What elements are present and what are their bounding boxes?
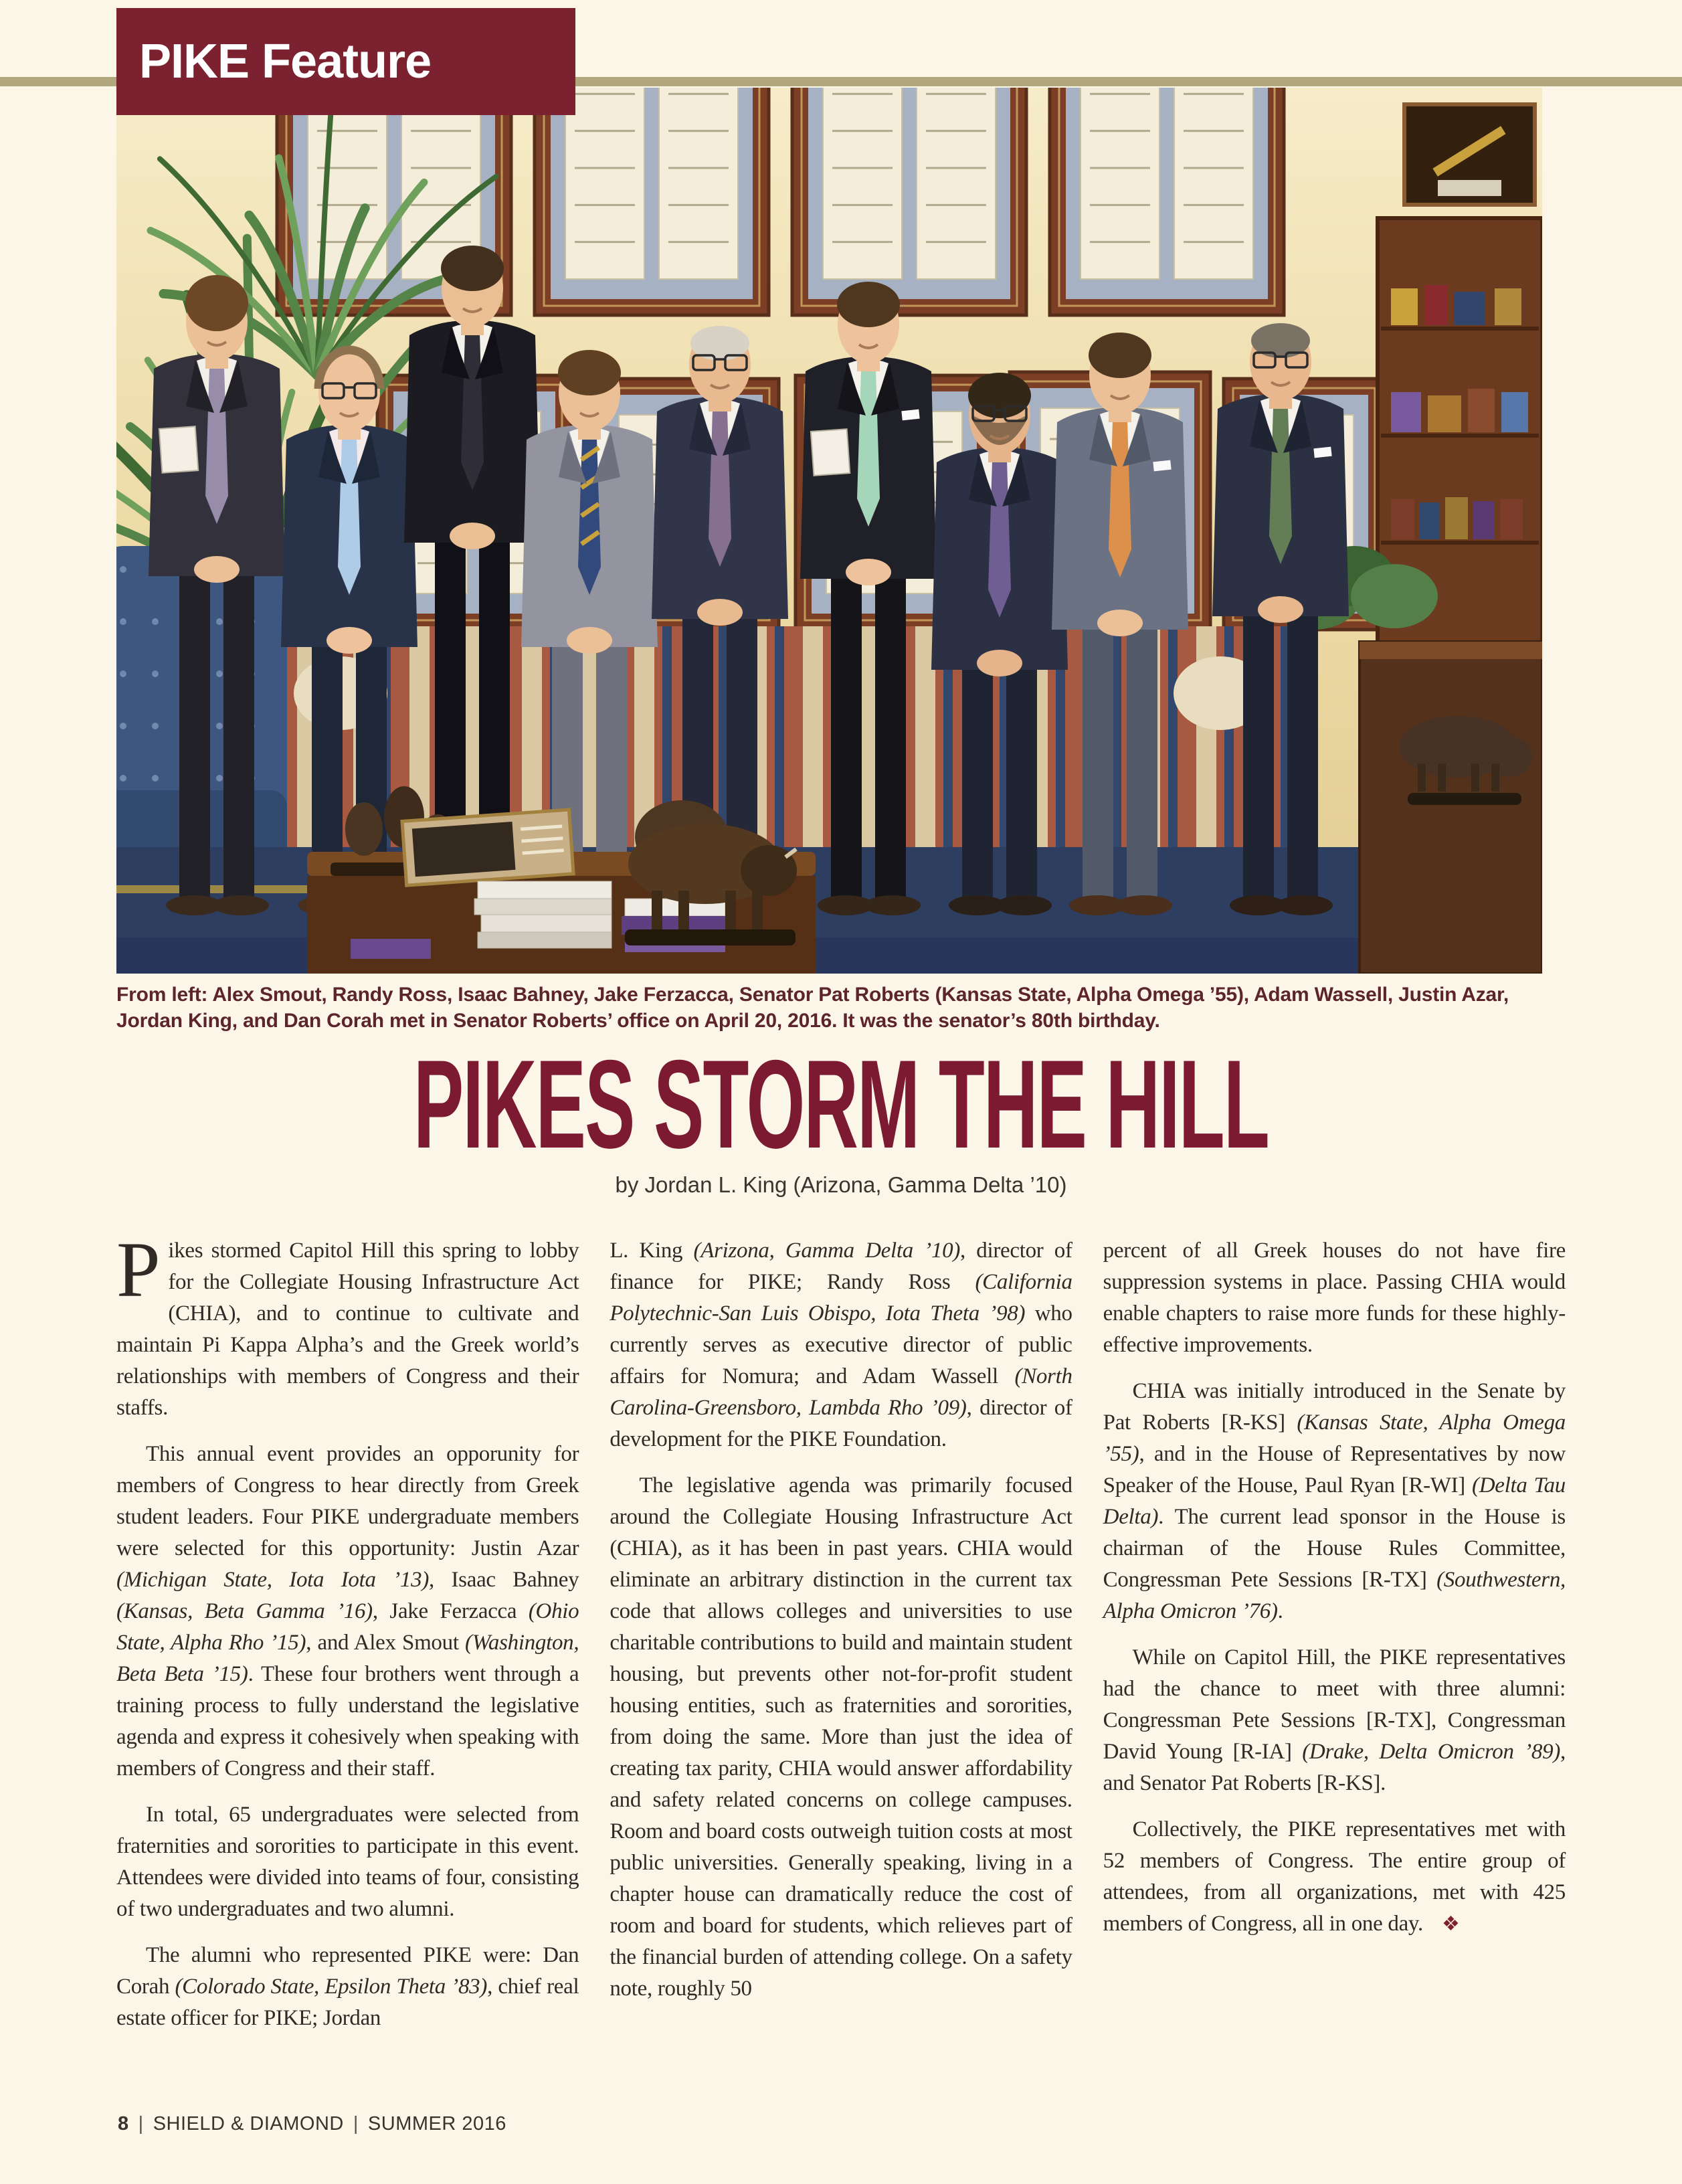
drop-cap: P [116, 1226, 161, 1313]
section-banner [116, 8, 575, 115]
framed-document [535, 88, 769, 315]
paragraph: The legislative agenda was primarily focused around the Collegiate Housing Infrastructure Act (CHIA), as it has been in past years. CHIA would eliminate an arbitrary distinction in the current tax code that allows colleges and universities to use charitable contributions to build and maintain student housing, but prevents other not-for-profit student housing entities, such as fraternities and sororities, from doing the same. More than just the idea of creating tax parity, CHIA would answer affordability and safety related concerns on college campuses. Room and board costs outweigh tuition costs at most public universities. Generally speaking, living in a chapter house can dramatically reduce the cost of room and board for students, which relieves part of the financial burden of attending college. On a safety note, roughly 50 [610, 1473, 1072, 2001]
footer-separator: | [353, 2113, 359, 2134]
section-banner-label: PIKE Feature [139, 35, 432, 88]
page-number: 8 [118, 2113, 129, 2134]
page-footer [118, 2113, 506, 2135]
paragraph: This annual event provides an opporunity for members of Congress to hear directly from Greek student leaders. Four PIKE undergraduate members were selected for this opportunity: Justin Azar (Michigan State, Iota Iota ’13), Isaac Bahney (Kansas, Beta Gamma ’16), Jake Ferzacca (Ohio State, Alpha Rho ’15), and Alex Smout (Washington, Beta Beta ’15). These four brothers went through a training process to fully understand the legislative agenda and express it cohesively when speaking with members of Congress and their staff. [116, 1442, 579, 1781]
gavel-plaque [1404, 104, 1535, 205]
article-end-mark: ❖ [1441, 1913, 1460, 1935]
paragraph: L. King (Arizona, Gamma Delta ’10), director of finance for PIKE; Randy Ross (California Polytechnic-San Luis Obispo, Iota Theta ’98) who currently serves as executive director of public affairs for Nomura; and Adam Wassell (North Carolina-Greensboro, Lambda Rho ’09), director of development for the PIKE Foundation. [610, 1239, 1072, 1451]
paragraph: While on Capitol Hill, the PIKE representatives had the chance to meet with three alumni: Congressman Pete Sessions [R-TX], Congressman David Young [R-IA] (Drake, Delta Omicron ’89), and Senator Pat Roberts [R-KS]. [1103, 1645, 1566, 1795]
article-byline: by Jordan L. King (Arizona, Gamma Delta ’10) [615, 1172, 1067, 1197]
paragraph: In total, 65 undergraduates were selected from fraternities and sororities to participate in this event. Attendees were divided into teams of four, consisting of two undergraduates and two alumni. [116, 1803, 579, 1921]
article-title [0, 1034, 1682, 1174]
paragraph: CHIA was initially introduced in the Senate by Pat Roberts [R-KS] (Kansas State, Alpha Omega ’55), and in the House of Representatives by now Speaker of the House, Paul Ryan [R-WI] (Delta Tau Delta). The current lead sponsor in the House is chairman of the House Rules Committee, Congressman Pete Sessions [R-TX] (Southwestern, Alpha Omicron ’76). [1103, 1379, 1566, 1623]
photo-caption: From left: Alex Smout, Randy Ross, Isaac Bahney, Jake Ferzacca, Senator Pat Roberts (Kansas State, Alpha Omega ’55), Adam Wassell, Justin Azar, Jordan King, and Dan Corah met in Senator Roberts’ office on April 20, 2016. It was the senator’s 80th birthday. [116, 984, 1509, 1032]
art-book [402, 810, 573, 885]
paragraph: Collectively, the PIKE representatives met with 52 members of Congress. The entire group of attendees, from all organizations, met with 425 members of Congress, all in one day. ❖ [1103, 1817, 1566, 1936]
article-column [1103, 1235, 1566, 2049]
article-column [610, 1235, 1072, 2049]
footer-issue: SUMMER 2016 [367, 2113, 506, 2134]
article-photo [116, 88, 1542, 974]
framed-document [1050, 88, 1284, 315]
framed-document [792, 88, 1026, 315]
footer-magazine: SHIELD & DIAMOND [153, 2113, 344, 2134]
paragraph: Pikes stormed Capitol Hill this spring to lobby for the Collegiate Housing Infrastructure Act (CHIA), and to continue to cultivate and maintain Pi Kappa Alpha’s and the Greek world’s relationships with members of Congress and their staffs. [116, 1226, 579, 1420]
article-columns [116, 1226, 1566, 2049]
paragraph: percent of all Greek houses do not have fire suppression systems in place. Passing CHIA would enable chapters to raise more funds for these highly-effective improvements. [1103, 1239, 1566, 1357]
footer-separator: | [138, 2113, 144, 2134]
article-title-text: PIKES STORM THE HILL [413, 1034, 1269, 1174]
office-photo-scene [116, 88, 1542, 974]
article-column [116, 1226, 579, 2049]
paragraph: The alumni who represented PIKE were: Dan Corah (Colorado State, Epsilon Theta ’83), chief real estate officer for PIKE; Jordan [116, 1943, 579, 2030]
